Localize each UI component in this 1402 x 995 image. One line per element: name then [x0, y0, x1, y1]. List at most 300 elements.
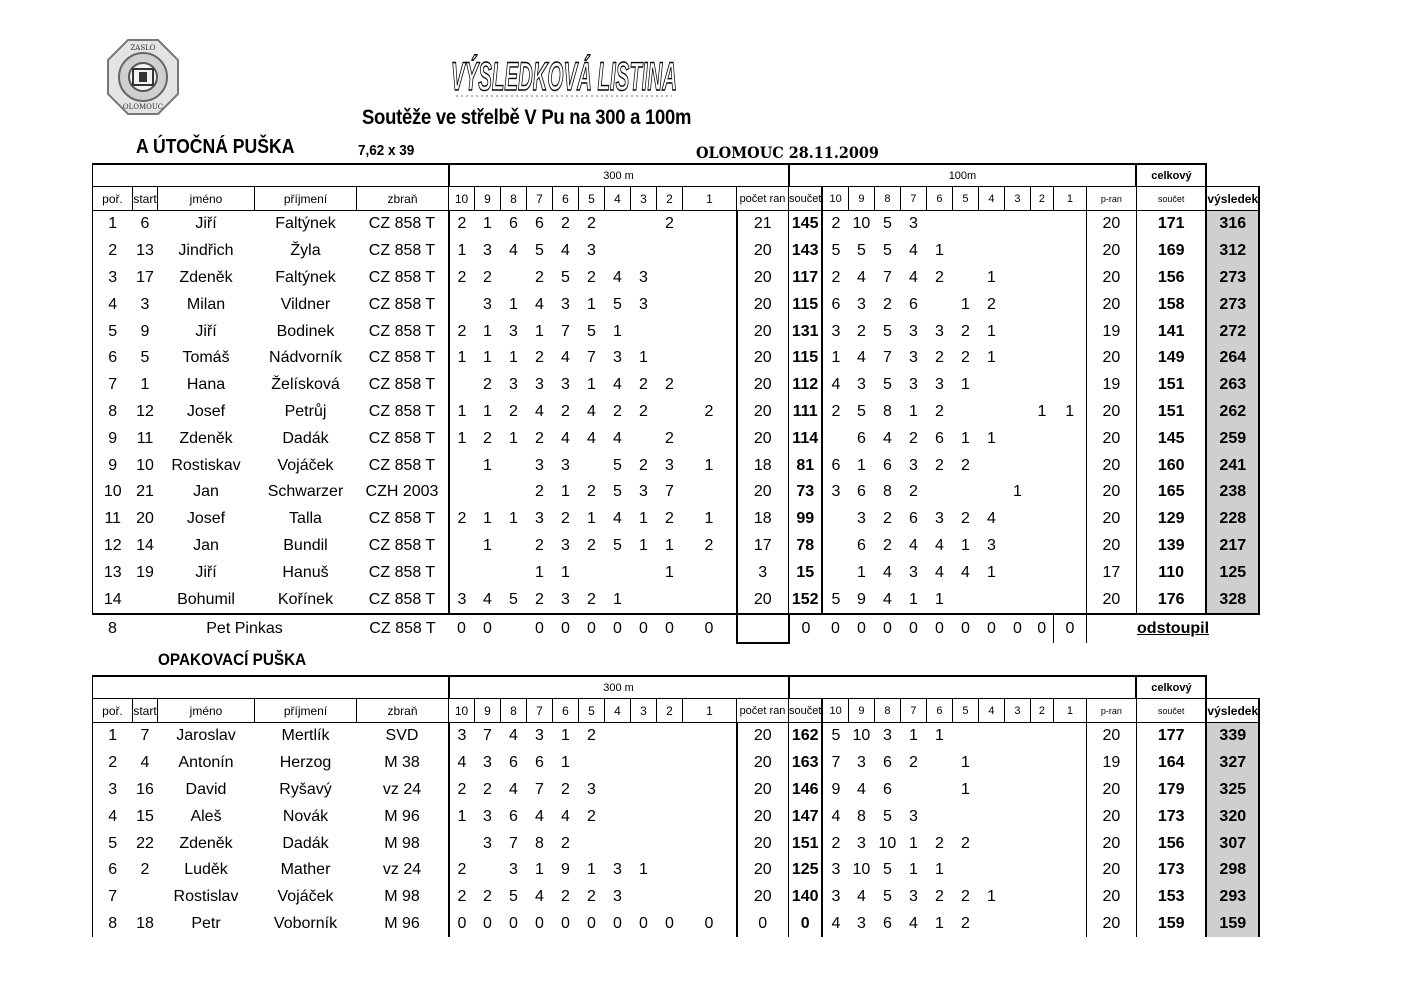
hits-100m-ring-8: 5: [882, 807, 892, 825]
header-blank: [93, 164, 449, 187]
title-banner: [448, 40, 894, 102]
first-name: Hana: [186, 376, 226, 394]
hits-100m-ring-9: 4: [856, 888, 866, 906]
hits-300m-ring-6: 2: [561, 888, 570, 906]
hits-300m-ring-6: 3: [561, 295, 570, 313]
shot-count-300m: 20: [737, 857, 789, 884]
hits-300m-ring-2: [657, 318, 683, 345]
first-name: Rostiskav: [171, 456, 241, 474]
hits-100m-ring-6: [926, 750, 952, 777]
hits-100m-ring-7: 4: [908, 536, 918, 554]
total-score: 320: [1206, 803, 1259, 830]
total-score: 264: [1206, 345, 1259, 372]
hits-100m-ring-5: 1: [960, 536, 970, 554]
start-number: 7: [140, 727, 150, 745]
subtitle: Soutěže ve střelbě V Pu na 300 a 100m: [362, 106, 692, 129]
hits-300m-ring-9: 3: [483, 807, 492, 825]
hits-100m-ring-1: [1053, 911, 1086, 938]
hits-300m-ring-8: 4: [509, 727, 518, 745]
hits-300m-ring-4: 5: [613, 536, 622, 554]
hits-100m-ring-3: [1004, 318, 1030, 345]
rank: 6: [93, 345, 133, 372]
shot-count-300m: 20: [737, 345, 789, 372]
weapon: CZ 858 T: [357, 586, 449, 614]
first-name: Jaroslav: [176, 727, 236, 745]
rank: 9: [93, 452, 133, 479]
start-number: 9: [140, 322, 150, 340]
hits-300m-ring-3: [631, 586, 657, 614]
total-score: 339: [1206, 723, 1259, 750]
surname: Faltýnek: [275, 268, 336, 286]
hits-300m-ring-1: 0: [683, 614, 737, 643]
weapon: CZ 858 T: [369, 619, 436, 637]
hits-300m-ring-4: 4: [613, 268, 622, 286]
col-header-soucet: součet: [789, 187, 823, 211]
hits-300m-ring-8: 1: [509, 429, 518, 447]
hits-100m-ring-9: 1: [856, 563, 866, 581]
hits-300m-ring-3: 2: [639, 376, 648, 394]
start-number: 18: [136, 914, 154, 932]
score-300m: 81: [789, 452, 823, 479]
total-header-2: výsledek: [1206, 699, 1259, 723]
weapon: CZ 858 T: [368, 242, 436, 260]
score-300m: 114: [789, 425, 823, 452]
hits-100m-ring-9: 0: [856, 619, 866, 637]
weapon: vz 24: [382, 861, 422, 879]
hits-100m-ring-4: [978, 238, 1004, 265]
shot-count-300m: 18: [737, 452, 789, 479]
hits-300m-ring-2: [657, 750, 683, 777]
score-100m: 160: [1136, 452, 1206, 479]
hits-300m-ring-1: [683, 291, 737, 318]
hits-300m-ring-2: 1: [665, 536, 674, 554]
col-header-100-ring-8: 8: [874, 699, 900, 723]
hits-300m-ring-2: [657, 723, 683, 750]
hits-100m-ring-9: 9: [848, 586, 874, 614]
total-score: 241: [1206, 452, 1259, 479]
hits-100m-ring-8: 6: [882, 914, 892, 932]
hits-100m-ring-9: 3: [856, 834, 866, 852]
shot-count-100m: 19: [1086, 750, 1136, 777]
start-number: 14: [136, 536, 154, 554]
hits-100m-ring-3: [1004, 345, 1030, 372]
hits-100m-ring-7: 3: [908, 215, 918, 233]
hits-300m-ring-4: [605, 750, 631, 777]
hits-100m-ring-2: [1030, 533, 1053, 560]
hits-300m-ring-6: 4: [561, 807, 570, 825]
hits-300m-ring-2: [657, 777, 683, 804]
hits-100m-ring-8: 2: [882, 536, 892, 554]
first-name: Jiří: [195, 322, 217, 340]
first-name: Luděk: [184, 861, 228, 879]
score-100m: 177: [1136, 723, 1206, 750]
hits-100m-ring-4: [978, 830, 1004, 857]
hits-300m-ring-8: 5: [501, 586, 527, 614]
hits-100m-ring-4: 1: [986, 322, 996, 340]
col-header-300-ring-2: 2: [657, 187, 683, 211]
first-name: Tomáš: [182, 349, 230, 367]
hits-100m-ring-7: 2: [908, 483, 918, 501]
hits-300m-ring-9: 2: [483, 888, 492, 906]
hits-300m-ring-7: 1: [535, 563, 544, 581]
hits-300m-ring-4: [605, 211, 631, 238]
start-number: 20: [136, 510, 154, 528]
results-table-assault-rifle: [92, 163, 1260, 644]
hits-100m-ring-8: 5: [882, 888, 892, 906]
hits-100m-ring-3: [1004, 559, 1030, 586]
weapon: vz 24: [382, 780, 422, 798]
total-score: 312: [1206, 238, 1259, 265]
hits-100m-ring-8: 7: [882, 349, 892, 367]
hits-300m-ring-10: 2: [449, 857, 475, 884]
score-300m: 145: [789, 211, 823, 238]
hits-100m-ring-10: 2: [831, 268, 841, 286]
hits-300m-ring-7: 0: [535, 914, 544, 932]
hits-100m-ring-3: [1004, 425, 1030, 452]
hits-100m-ring-7: 1: [900, 586, 926, 614]
start-number: 10: [136, 456, 154, 474]
place-date: OLOMOUC 28.11.2009: [696, 143, 879, 162]
rank: 5: [93, 830, 133, 857]
score-300m: 162: [789, 723, 823, 750]
hits-300m-ring-4: [605, 803, 631, 830]
surname: Schwarzer: [267, 483, 344, 501]
hits-100m-ring-2: [1030, 345, 1053, 372]
shot-count-100m: 20: [1086, 265, 1136, 292]
hits-100m-ring-10: [822, 533, 848, 560]
result-row: [93, 479, 1260, 506]
hits-300m-ring-5: 2: [587, 888, 596, 906]
hits-300m-ring-8: 5: [509, 888, 518, 906]
start-number: 17: [136, 268, 154, 286]
result-row: [93, 506, 1260, 533]
score-100m: 110: [1136, 559, 1206, 586]
hits-300m-ring-4: 3: [613, 861, 622, 879]
hits-100m-ring-4: [978, 750, 1004, 777]
surname: Bodinek: [276, 322, 335, 340]
hits-300m-ring-3: 3: [639, 295, 648, 313]
start-number: 22: [136, 834, 154, 852]
hits-300m-ring-10: [449, 533, 475, 560]
hits-300m-ring-2: 2: [665, 429, 674, 447]
score-100m: 159: [1136, 911, 1206, 938]
hits-300m-ring-7: 2: [535, 349, 544, 367]
hits-300m-ring-2: 7: [665, 483, 674, 501]
hits-300m-ring-7: 3: [535, 727, 544, 745]
col-header-300-ring-8: 8: [501, 187, 527, 211]
shot-count-100m: 20: [1086, 830, 1136, 857]
hits-300m-ring-1: [683, 559, 737, 586]
hits-300m-ring-9: [475, 559, 501, 586]
hits-300m-ring-5: 2: [587, 268, 596, 286]
score-300m: 112: [789, 372, 823, 399]
weapon: CZ 858 T: [368, 349, 436, 367]
hits-100m-ring-1: [1053, 803, 1086, 830]
col-header-100-ring-1: 1: [1053, 187, 1086, 211]
hits-100m-ring-3: [1004, 372, 1030, 399]
hits-300m-ring-8: 1: [509, 295, 518, 313]
shot-count-300m: 20: [737, 238, 789, 265]
hits-300m-ring-8: 4: [509, 242, 518, 260]
hits-300m-ring-4: [605, 238, 631, 265]
hits-300m-ring-3: 1: [639, 536, 648, 554]
hits-300m-ring-8: 3: [509, 322, 518, 340]
score-100m: 139: [1136, 533, 1206, 560]
hits-300m-ring-9: 3: [483, 754, 492, 772]
hits-100m-ring-4: 1: [986, 268, 996, 286]
weapon: CZ 858 T: [368, 563, 436, 581]
hits-100m-ring-10: 7: [831, 754, 841, 772]
hits-300m-ring-6: 3: [561, 376, 570, 394]
score-100m: 141: [1136, 318, 1206, 345]
hits-300m-ring-2: 0: [665, 619, 674, 637]
result-row: [93, 425, 1260, 452]
competitor-name: Pet Pinkas: [206, 619, 283, 637]
hits-100m-ring-3: [1004, 399, 1030, 426]
start-number: [133, 586, 158, 614]
surname: Novák: [282, 807, 329, 825]
hits-300m-ring-6: 4: [561, 429, 570, 447]
hits-100m-ring-1: [1053, 506, 1086, 533]
hits-300m-ring-7: 1: [535, 861, 544, 879]
shot-count-300m: 20: [737, 830, 789, 857]
rank: 2: [93, 238, 133, 265]
first-name: Josef: [186, 402, 226, 420]
score-100m: 179: [1136, 777, 1206, 804]
result-row: [93, 777, 1260, 804]
hits-300m-ring-10: 3: [449, 586, 475, 614]
hits-300m-ring-7: 3: [535, 376, 544, 394]
hits-100m-ring-3: [1004, 533, 1030, 560]
first-name: Bohumil: [158, 586, 255, 614]
hits-100m-ring-8: 2: [882, 295, 892, 313]
total-score: 259: [1206, 425, 1259, 452]
hits-100m-ring-8: 8: [882, 483, 892, 501]
start-number: 12: [136, 402, 154, 420]
rank: 14: [93, 586, 133, 614]
hits-300m-ring-1: 2: [704, 536, 714, 554]
hits-300m-ring-7: 1: [535, 322, 544, 340]
weapon: M 96: [384, 914, 420, 932]
hits-100m-ring-7: 1: [908, 861, 918, 879]
hits-100m-ring-10: 5: [831, 242, 841, 260]
hits-100m-ring-10: 4: [831, 914, 841, 932]
hits-300m-ring-10: 1: [449, 238, 475, 265]
hits-300m-ring-1: [683, 750, 737, 777]
score-100m: 145: [1136, 425, 1206, 452]
result-row: [93, 750, 1260, 777]
score-300m: 163: [789, 750, 823, 777]
hits-300m-ring-4: 3: [613, 349, 622, 367]
hits-300m-ring-5: 2: [587, 727, 596, 745]
hits-100m-ring-4: [978, 777, 1004, 804]
hits-300m-ring-6: 2: [561, 402, 570, 420]
col-header-100-ring-3: 3: [1004, 699, 1030, 723]
hits-100m-ring-8: 0: [882, 619, 892, 637]
score-100m: 158: [1136, 291, 1206, 318]
hits-300m-ring-10: [449, 372, 475, 399]
hits-300m-ring-5: [579, 750, 605, 777]
hits-100m-ring-1: [1053, 857, 1086, 884]
result-row: [93, 399, 1260, 426]
hits-100m-ring-2: [1030, 318, 1053, 345]
rank: 12: [93, 533, 133, 560]
col-header-300-ring-9: 9: [475, 699, 501, 723]
hits-100m-ring-7: 3: [908, 888, 918, 906]
hits-100m-ring-2: [1030, 750, 1053, 777]
shot-count-300m: 20: [737, 265, 789, 292]
hits-300m-ring-10: 1: [449, 345, 475, 372]
group-header-100m: [789, 676, 1137, 699]
hits-300m-ring-5: [579, 559, 605, 586]
shot-count-100m: 20: [1086, 777, 1136, 804]
hits-300m-ring-3: 0: [639, 619, 648, 637]
col-header-100-ring-2: 2: [1030, 699, 1053, 723]
col-header-jmeno: jméno: [158, 699, 255, 723]
hits-100m-ring-6: [926, 777, 952, 804]
first-name: Antonín: [178, 754, 234, 772]
total-score: 273: [1206, 265, 1259, 292]
col-header-por: poř.: [93, 699, 133, 723]
hits-300m-ring-1: 2: [704, 402, 714, 420]
weapon: CZ 858 T: [368, 215, 436, 233]
result-row: [93, 884, 1260, 911]
hits-300m-ring-2: 1: [665, 563, 674, 581]
hits-100m-ring-8: 5: [882, 861, 892, 879]
shot-count-100m: 20: [1086, 884, 1136, 911]
hits-100m-ring-10: 2: [831, 402, 841, 420]
shot-count-300m: 20: [737, 777, 789, 804]
weapon: CZ 858 T: [368, 402, 436, 420]
surname: Vojáček: [277, 888, 334, 906]
hits-300m-ring-9: 3: [483, 295, 492, 313]
hits-100m-ring-2: [1030, 265, 1053, 292]
hits-100m-ring-7: 2: [908, 754, 918, 772]
hits-300m-ring-5: 1: [587, 861, 596, 879]
start-number: 2: [140, 861, 150, 879]
shot-count-100m: 20: [1086, 291, 1136, 318]
hits-300m-ring-6: 0: [561, 914, 570, 932]
hits-300m-ring-1: [683, 345, 737, 372]
start-number: 6: [140, 215, 150, 233]
hits-300m-ring-7: 7: [535, 780, 544, 798]
score-300m: 146: [789, 777, 823, 804]
score-100m: 151: [1136, 399, 1206, 426]
hits-300m-ring-4: 5: [613, 483, 622, 501]
col-header-300-ring-2: 2: [657, 699, 683, 723]
total-score: 327: [1206, 750, 1259, 777]
hits-100m-ring-6: 3: [934, 510, 944, 528]
surname: Hanuš: [282, 563, 329, 581]
shot-count-100m: 20: [1086, 211, 1136, 238]
hits-100m-ring-2: 0: [1037, 619, 1047, 637]
hits-100m-ring-5: 2: [960, 510, 970, 528]
shot-count-300m: 20: [737, 750, 789, 777]
shot-count-300m: 20: [737, 803, 789, 830]
hits-300m-ring-7: 4: [535, 888, 544, 906]
hits-100m-ring-3: [1004, 211, 1030, 238]
hits-300m-ring-8: 3: [509, 861, 518, 879]
hits-300m-ring-3: 0: [639, 914, 648, 932]
hits-300m-ring-3: [631, 803, 657, 830]
hits-100m-ring-5: 2: [960, 349, 970, 367]
hits-300m-ring-8: 4: [509, 780, 518, 798]
hits-100m-ring-5: 1: [960, 780, 970, 798]
shot-count-100m: 20: [1086, 803, 1136, 830]
hits-300m-ring-9: 0: [483, 914, 492, 932]
hits-300m-ring-3: [631, 238, 657, 265]
hits-100m-ring-2: [1030, 911, 1053, 938]
hits-100m-ring-7: 6: [908, 295, 918, 313]
hits-100m-ring-5: [952, 399, 978, 426]
shot-count-100m: 20: [1086, 586, 1136, 614]
total-score: 217: [1206, 533, 1259, 560]
hits-100m-ring-6: 1: [934, 242, 944, 260]
hits-100m-ring-9: 8: [856, 807, 866, 825]
hits-100m-ring-6: 1: [934, 861, 944, 879]
hits-100m-ring-2: [1030, 211, 1053, 238]
hits-300m-ring-6: 3: [561, 536, 570, 554]
first-name: Jan: [193, 483, 219, 501]
first-name: Zdeněk: [179, 429, 233, 447]
hits-100m-ring-4: [978, 479, 1004, 506]
hits-300m-ring-9: 3: [483, 834, 492, 852]
hits-300m-ring-8: 2: [509, 402, 518, 420]
surname: Mather: [280, 861, 331, 879]
hits-300m-ring-3: [631, 211, 657, 238]
hits-300m-ring-7: 6: [535, 754, 544, 772]
hits-300m-ring-1: [683, 265, 737, 292]
hits-300m-ring-5: 5: [587, 322, 596, 340]
total-score: 328: [1206, 586, 1259, 614]
hits-300m-ring-2: [657, 291, 683, 318]
surname: Kořínek: [255, 586, 357, 614]
first-name: Zdeněk: [179, 268, 233, 286]
surname: Herzog: [279, 754, 332, 772]
hits-100m-ring-3: [1004, 452, 1030, 479]
hits-100m-ring-5: 2: [960, 322, 970, 340]
hits-300m-ring-3: [631, 777, 657, 804]
hits-300m-ring-8: [501, 559, 527, 586]
hits-300m-ring-6: 5: [561, 268, 570, 286]
score-300m: 140: [789, 884, 823, 911]
hits-100m-ring-8: 3: [882, 727, 892, 745]
hits-100m-ring-4: [978, 857, 1004, 884]
hits-300m-ring-10: 2: [449, 318, 475, 345]
weapon: CZ 858 T: [368, 295, 436, 313]
surname: Nádvorník: [269, 349, 342, 367]
hits-300m-ring-3: [631, 750, 657, 777]
first-name: David: [185, 780, 227, 798]
shot-count-100m: 19: [1086, 372, 1136, 399]
shot-count-100m: 20: [1086, 425, 1136, 452]
hits-100m-ring-6: 2: [934, 888, 944, 906]
shot-count-100m: 20: [1086, 479, 1136, 506]
hits-100m-ring-2: [1030, 723, 1053, 750]
hits-300m-ring-8: 6: [509, 807, 518, 825]
hits-100m-ring-4: 1: [986, 349, 996, 367]
hits-300m-ring-9: 7: [483, 727, 492, 745]
score-100m: 173: [1136, 857, 1206, 884]
col-header-300-ring-4: 4: [605, 699, 631, 723]
surname: Dadák: [282, 429, 329, 447]
hits-100m-ring-9: 1: [856, 456, 866, 474]
hits-300m-ring-4: 2: [613, 402, 622, 420]
col-header-100-ring-3: 3: [1004, 187, 1030, 211]
hits-300m-ring-5: 3: [587, 242, 596, 260]
first-name: Jiří: [195, 215, 217, 233]
hits-300m-ring-6: 2: [561, 215, 570, 233]
